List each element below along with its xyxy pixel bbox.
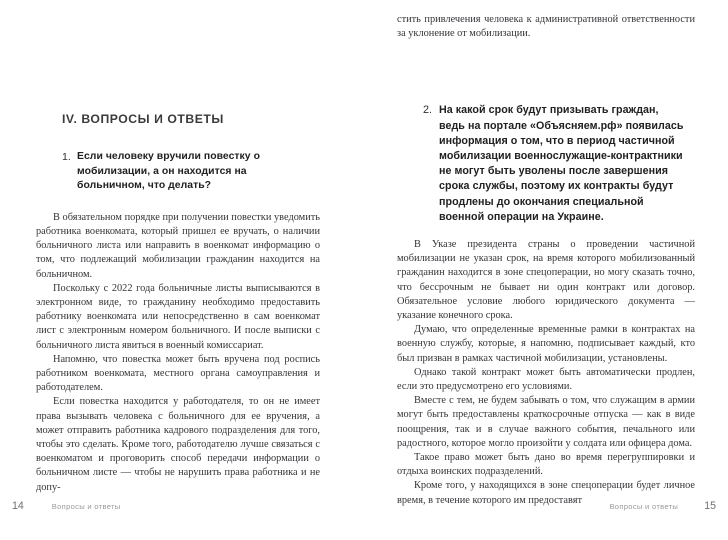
question-number: 2. <box>423 104 433 117</box>
right-body-copy <box>397 225 695 508</box>
page-number: 15 <box>704 500 716 512</box>
right-continued-copy <box>397 0 695 41</box>
paragraph: Кроме того, у находящихся в зоне спецоперации будет личное время, в течение которого им предоставят <box>397 480 695 506</box>
paragraph: Вместе с тем, не будем забывать о том, что служащим в армии могут быть предоставлены краткосрочные отпуска — как в виде поощрения, так и в случае важного события, печального или радостного, которое могло произойти у солдата или офицера дома. <box>397 395 695 449</box>
paragraph: Такое право может быть дано во время перегруппировки и отдыха воинских подразделений. <box>397 452 695 478</box>
question-number: 1. <box>62 151 71 163</box>
paragraph: Если повестка находится у работодателя, то он не имеет права вызывать человека с больничного для ее вручения, а может отправить работника кадрового подразделения для того, чтобы это сделать. Кроме того, работодателю лучше связаться с военкоматом и проговорить способ передачи информации о больничном листе — чтобы не нарушить права работника и не допу- <box>36 396 320 493</box>
paragraph: Поскольку с 2022 года больничные листы выписываются в электронном виде, то гражданину необходимо предоставить работнику военкомата или непосредственно в сам военкомат лист с электронным номером больничного. И после выписки с больничного листа явиться в военный комиссариат. <box>36 282 320 351</box>
right-page-footer <box>609 500 716 512</box>
paragraph: В Указе президента страны о проведении частичной мобилизации не указан срок, на время которого мобилизованный гражданин находится в зоне спецоперации, но могу сказать точно, что бессрочным не бывает ни один контракт или договор. Обязательное условие любого юридического документа — указание конечного срока. <box>397 239 695 322</box>
page-number: 14 <box>12 500 24 512</box>
left-body-copy <box>36 211 320 495</box>
question-block-1 <box>36 150 320 194</box>
question-text: Если человеку вручили повестку о мобилизации, а он находится на больничном, что делать? <box>77 151 260 192</box>
left-page-footer <box>12 500 121 512</box>
question-block-2 <box>397 41 695 225</box>
right-page <box>364 0 728 540</box>
paragraph-continued: стить привлечения человека к административной ответственности за уклонение от мобилизации. <box>397 14 695 40</box>
paragraph: Однако такой контракт может быть автоматически продлен, если это предусмотрено его условиями. <box>397 366 695 393</box>
paragraph: Напомню, что повестка может быть вручена под роспись работником военкомата, местного органа самоуправления и работодателем. <box>36 353 320 394</box>
question-text: На какой срок будут призывать граждан, ведь на портале «Объясняем.рф» появилась информация о том, что в период частичной мобилизации военнослужащие-контрактники не могут быть уволены после завершения срока службы, поэтому их контракты будут продлены до окончания специальной военной операции на Украине. <box>439 104 684 223</box>
page-title: IV. ВОПРОСЫ И ОТВЕТЫ <box>62 112 224 126</box>
running-head: Вопросы и ответы <box>51 502 121 511</box>
running-head: Вопросы и ответы <box>609 502 679 511</box>
paragraph: Думаю, что определенные временные рамки в контрактах на военную службу, которые, я напомню, подписывает каждый, кто был призван в рамках частичной мобилизации, установлены. <box>397 324 695 364</box>
paragraph: В обязательном порядке при получении повестки уведомить работника военкомата, который пришел ее вручать, о наличии больничного листа или направить в военкомат информацию о том, что подлежащий мобилизации гражданин находится на больничном. <box>36 211 320 280</box>
